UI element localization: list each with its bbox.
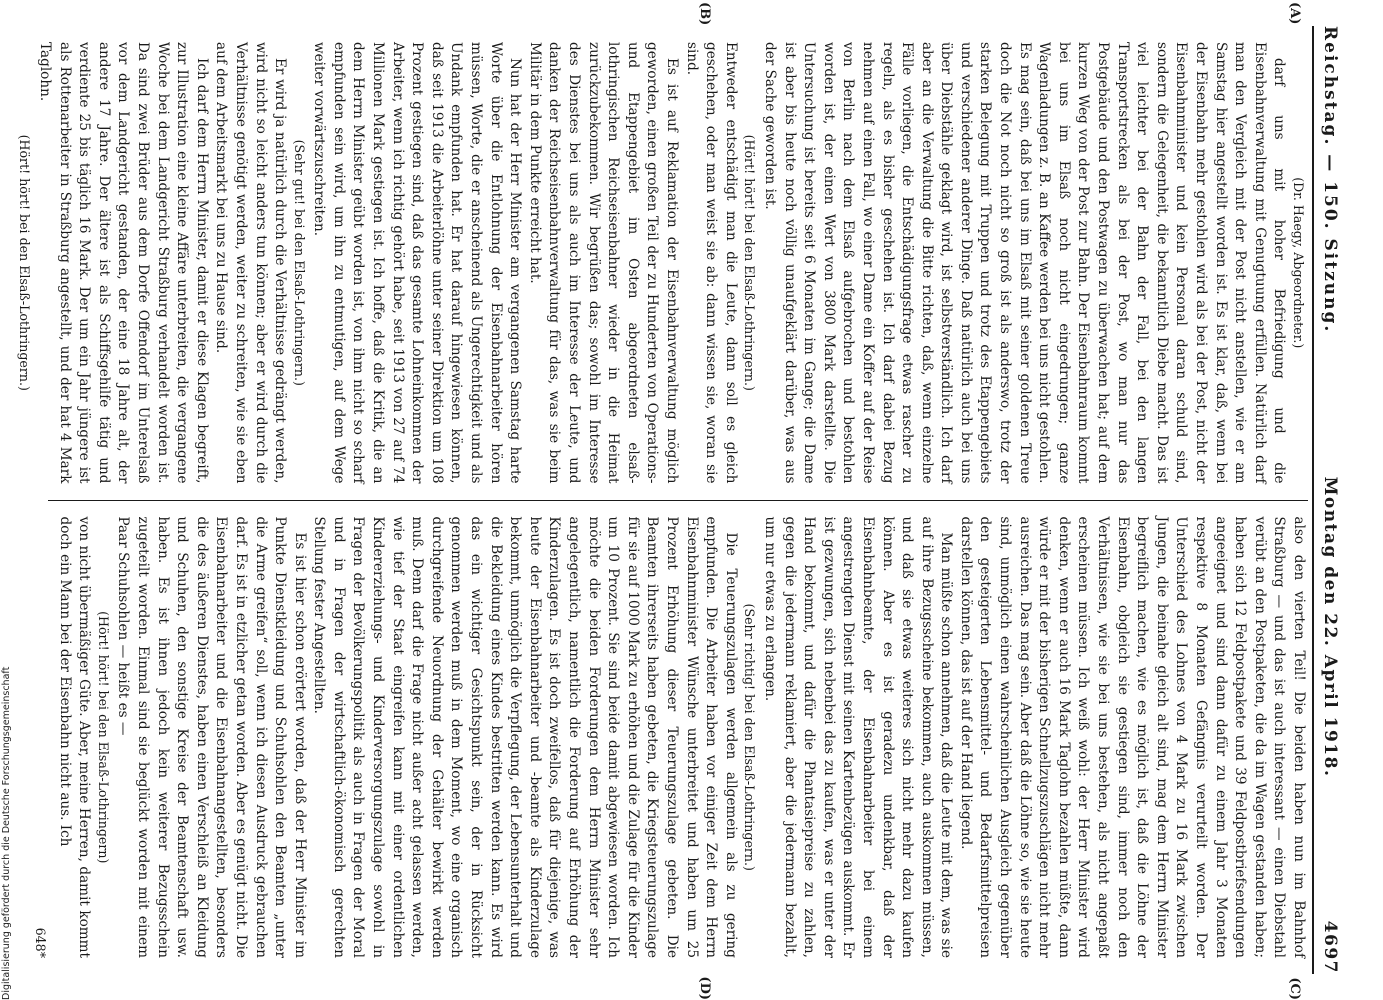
paragraph: Man müßte schon annehmen, daß die Leute mit dem, was sie auf ihre Bezugsscheine bekommen, auch auskommen müssen, und daß sie etwas weiteres sich nicht mehr dazu kaufen können. Aber es ist geradezu undenkbar, daß der Eisenbahnbeamte, der Eisenbahnarbeiter bei einem angestrengten Dienst mit seinen Kartenbezügen auskommt. Er ist gezwungen, sich nebenbei das zu kaufen, was er unter der Hand bekommt, und dafür die Phantasiepreise zu zahlen, gegen die jedermann reklamiert, aber die jedermann bezahlt, um nur etwas zu erlangen. <box>761 516 954 958</box>
interjection: (Sehr richtig! bei den Elsaß-Lothringern.) <box>741 603 757 871</box>
left-text-column <box>16 26 1308 500</box>
paragraph: darf uns mit hoher Befriedigung und die Eisenbahnverwaltung mit Genugtuung erfüllen. Natürlich darf man den Vergleich mit der Post nicht anstellen, wie er am Samstag hier angestellt worden ist. Es ist klar, daß, wenn bei der Eisenbahn mehr gestohlen wird als bei der Post, nicht der Eisenbahnminister und kein Personal daran schuld sind, sondern die Gelegenheit, die bekanntlich Diebe macht. Das ist viel leichter bei der Bahn der Fall, bei den langen Transportstrecken als bei der Post, wo man nur das Postgebäude und den Postwagen zu überwachen hat; auf dem kurzen Weg von der Post zur Bahn. Der Eisenbahnraum kommt bei uns im Elsaß noch nicht eingedrungen; ganze Wagenladungen z. B. an Kaffee werden bei uns nicht gestohlen. Es mag sein, daß bei uns im Elsaß mit seiner goldenen Treue doch die Not noch nicht so groß ist als anderswo, trotz der starken Belegung mit Truppen und trotz des Etappengebiets und verschiedener anderer Dinge. Daß natürlich auch bei uns über Diebstähle geklagt wird, ist selbstverständlich. Ich darf aber an die Verwaltung die Bitte richten, daß, wenn einzelne Fälle vorliegen, die Entschädigungsfrage etwas rascher zu regeln, als es bisher geschehen ist. Ich darf dabei Bezug nehmen auf einen Fall, wo einer Dame ein Koffer auf der Reise von Berlin nach dem Elsaß aufgebrochen und bestohlen worden ist, der einen Wert von 3800 Mark darstellte. Die Untersuchung ist bereits seit 6 Monaten im Gange; die Dame ist aber bis heute noch völlig unaufgeklärt darüber, was aus der Sache geworden ist. <box>761 42 1287 484</box>
page-number: 4697 <box>1319 920 1340 974</box>
interjection: (Hört! hört! bei den Elsaß-Lothringern) <box>95 611 111 864</box>
margin-letter-d: (D) <box>696 976 712 1000</box>
paragraph: also den vierten Teil! Die beiden haben nun im Bahnhof Straßburg — und das ist auch interessant — einen Diebstahl verübt an den Postpaketen, die da im Wagen gestanden haben; haben sich 12 Feldpostpakete und 39 Feldpostbriefsendungen angeeignet und sind dann dafür zu einem Jahr 3 Monaten respektive 8 Monaten Gefängnis verurteilt worden. Der Unterschied des Lohnes von 4 Mark zu 16 Mark zwischen Jungen, die beinahe gleich alt sind, mag dem Herrn Minister begreiflich machen, wie es möglich ist, daß die Löhne der Eisenbahn, obgleich sie gestiegen sind, immer noch den Verhältnissen, wie sie bei uns bestehen, als nicht angepaßt erscheinen müssen. Ich weiß wohl: der Herr Minister wird denken, wenn er auch 16 Mark Taglohn bezahlen müßte, dann würde er mit der bisherigen Schnellzugszuschlägen nicht mehr ausreichen. Das mag sein. Aber daß die Löhne so, wie sie heute sind, unmöglich einen wahrscheinlichen Ausgleich gegenüber den gesteigerten Lebensmittel- und Bedarfsmittelpreisen darstellen können, das ist auf der Hand liegend. <box>957 516 1307 958</box>
document-page <box>16 0 1362 1000</box>
sheet-signature: 648* <box>32 927 48 958</box>
paragraph: Entweder entschädigt man die Leute, dann soll es gleich geschehen, oder man weist sie ab: dann wissen sie, woran sie sind. <box>683 42 739 484</box>
interjection: (Hört! hört! bei den Elsaß-Lothringern.) <box>16 134 32 391</box>
interjection: (Sehr gut! bei den Elsaß-Lothringern.) <box>291 139 307 386</box>
paragraph: Ich darf dem Herrn Minister, damit er diese Klagen begreift, zur Illustration eine kleine Affäre unterbreiten, die vergangene Woche bei dem Landgericht Straßburg verhandelt worden ist. Da sind zwei Brüder aus dem Dorfe Offendorf im Unterelsaß vor dem Landgericht gestanden, der eine 18 Jahre alt, der andere 17 Jahre. Der ältere ist als Schiffsgehilfe tätig und verdiente 25 bis täglich 16 Mark. Der um ein Jahr jüngere ist als Rottenarbeiter in Straßburg angestellt, und der hat 4 Mark Taglohn. <box>36 42 210 484</box>
paragraph: von nicht übermäßiger Güte. Aber, meine Herren, damit kommt doch ein Mann bei der Eisenbahn nicht aus. Ich <box>56 516 92 958</box>
paragraph: Er wird ja natürlich durch die Verhältnisse gedrängt werden, wird nicht so leicht anders tun können; aber er wird durch die Verhältnisse genötigt werden, weiter zu schreiten, wie sie eben auf dem Arbeitsmarkt bei uns zu Hause sind. <box>212 42 288 484</box>
session-title: Reichstag. — 150. Sitzung. <box>1319 26 1340 334</box>
paragraph: Die Teuerungszulagen werden allgemein als zu gering empfunden. Die Arbeiter haben vor einiger Zeit dem Herrn Eisenbahnminister Wünsche unterbreitet und haben um 25 Prozent Erhöhung dieser Teuerungszulage gebeten. Die Beamten ihrerseits haben gebeten, die Kriegsteuerungszulage für sie auf 1000 Mark zu erhöhen und die Zulage für die Kinder um 10 Prozent. Sie sind beide damit abgewiesen worden. Ich möchte die beiden Forderungen dem Herrn Minister sehr angelegentlich, namentlich die Forderung auf Erhöhung der Kinderzulagen. Es ist doch zweifellos, daß für diejenige, was heute der Eisenbahnarbeiter und -beamte als Kinderzulage bekommt, unmöglich die Verpflegung, der Lebensunterhalt und die Bekleidung eines Kindes bestritten werden kann. Es wird das ein wichtiger Gesichtspunkt sein, der in Rücksicht genommen werden muß in dem Moment, wo eine organisch durchgreifende Neuordnung der Gehälter bewirkt werden muß. Denn darf die Frage nicht außer acht gelassen werden, wie tief der Staat eingreifen kann mit einer ordentlichen Kindererziehungs- und Kinderversorgungszulage sowohl in Fragen der Bevölkerungspolitik als auch in Fragen der Moral und in Fragen der wirtschaftlich-ökonomisch gerechten Stellung fester Angestellten. <box>310 516 739 958</box>
right-text-column <box>32 500 1308 975</box>
speaker-name: (Dr. Haegy, Abgeordneter.) <box>1290 177 1306 349</box>
margin-letter-c: (C) <box>1286 977 1302 1000</box>
paragraph: Es ist auf Reklamation der Eisenbahnverwaltung möglich geworden, einen großen Teil der zu Hunderten von Operations- und Etappengebiet im Osten abgeordneten elsaß-lothringischen Reichseisenbahner wieder in die Heimat zurückzubekommen. Wir begrüßen das; sowohl im Interesse des Dienstes bei uns als auch im Interesse der Leute, und danken der Reichseisenbahnverwaltung für das, was sie beim Militär in dem Punkte erreicht hat. <box>526 42 680 484</box>
paragraph: Nun hat der Herr Minister am vergangenen Samstag harte Worte über die Entlohnung der Eisenbahnarbeiter hören müssen, Worte, die er anscheinend als Ungerechtigkeit und als Undank empfunden hat. Er hat darauf hingewiesen können, daß seit 1913 die Arbeiterlöhne unter seiner Direktion um 108 Prozent gestiegen sind, daß das gesamte Lohneinkommen der Arbeiter, wenn ich richtig gehört habe, seit 1913 von 27 auf 74 Millionen Mark gestiegen ist. Ich hoffe, daß die Kritik, die an dem Herrn Minister geübt worden ist, von ihm nicht so scharf empfunden sein wird, um ihn zu entmutigen, auf dem Wege weiter vorwärtszuschreiten. <box>310 42 523 484</box>
page-header <box>1312 26 1340 974</box>
digitization-note: Digitalisierung gefördert durch die Deutsche Forschungsgemeinschaft <box>1 666 12 1000</box>
interjection: (Hört! hört! bei den Elsaß-Lothringern.) <box>741 134 757 391</box>
margin-letter-b: (B) <box>696 2 712 26</box>
page-date: Montag den 22. April 1918. <box>1319 476 1340 778</box>
paragraph: Es ist hier schon erörtert worden, daß der Herr Minister im Punkte Dienstkleidung und Schuhsohlen den Beamten „unter die Arme greifen“ soll, wenn ich diesen Ausdruck gebrauchen darf. Es ist in etzlicher getan worden. Aber es genügt nicht. Die Eisenbahnarbeiter und die Eisenbahnangestellten, besonders die des äußeren Dienstes, haben einen Verschleiß an Kleidung und Schuhen, den sonstige Kreise der Beamtenschaft usw. haben. Es ist ihnen jedoch kein weiterer Bezugsschein zugeteilt worden. Einmal sind sie beglückt worden mit einem Paar Schuhsohlen — heißt es — <box>114 516 308 958</box>
margin-letter-a: (A) <box>1286 2 1302 25</box>
